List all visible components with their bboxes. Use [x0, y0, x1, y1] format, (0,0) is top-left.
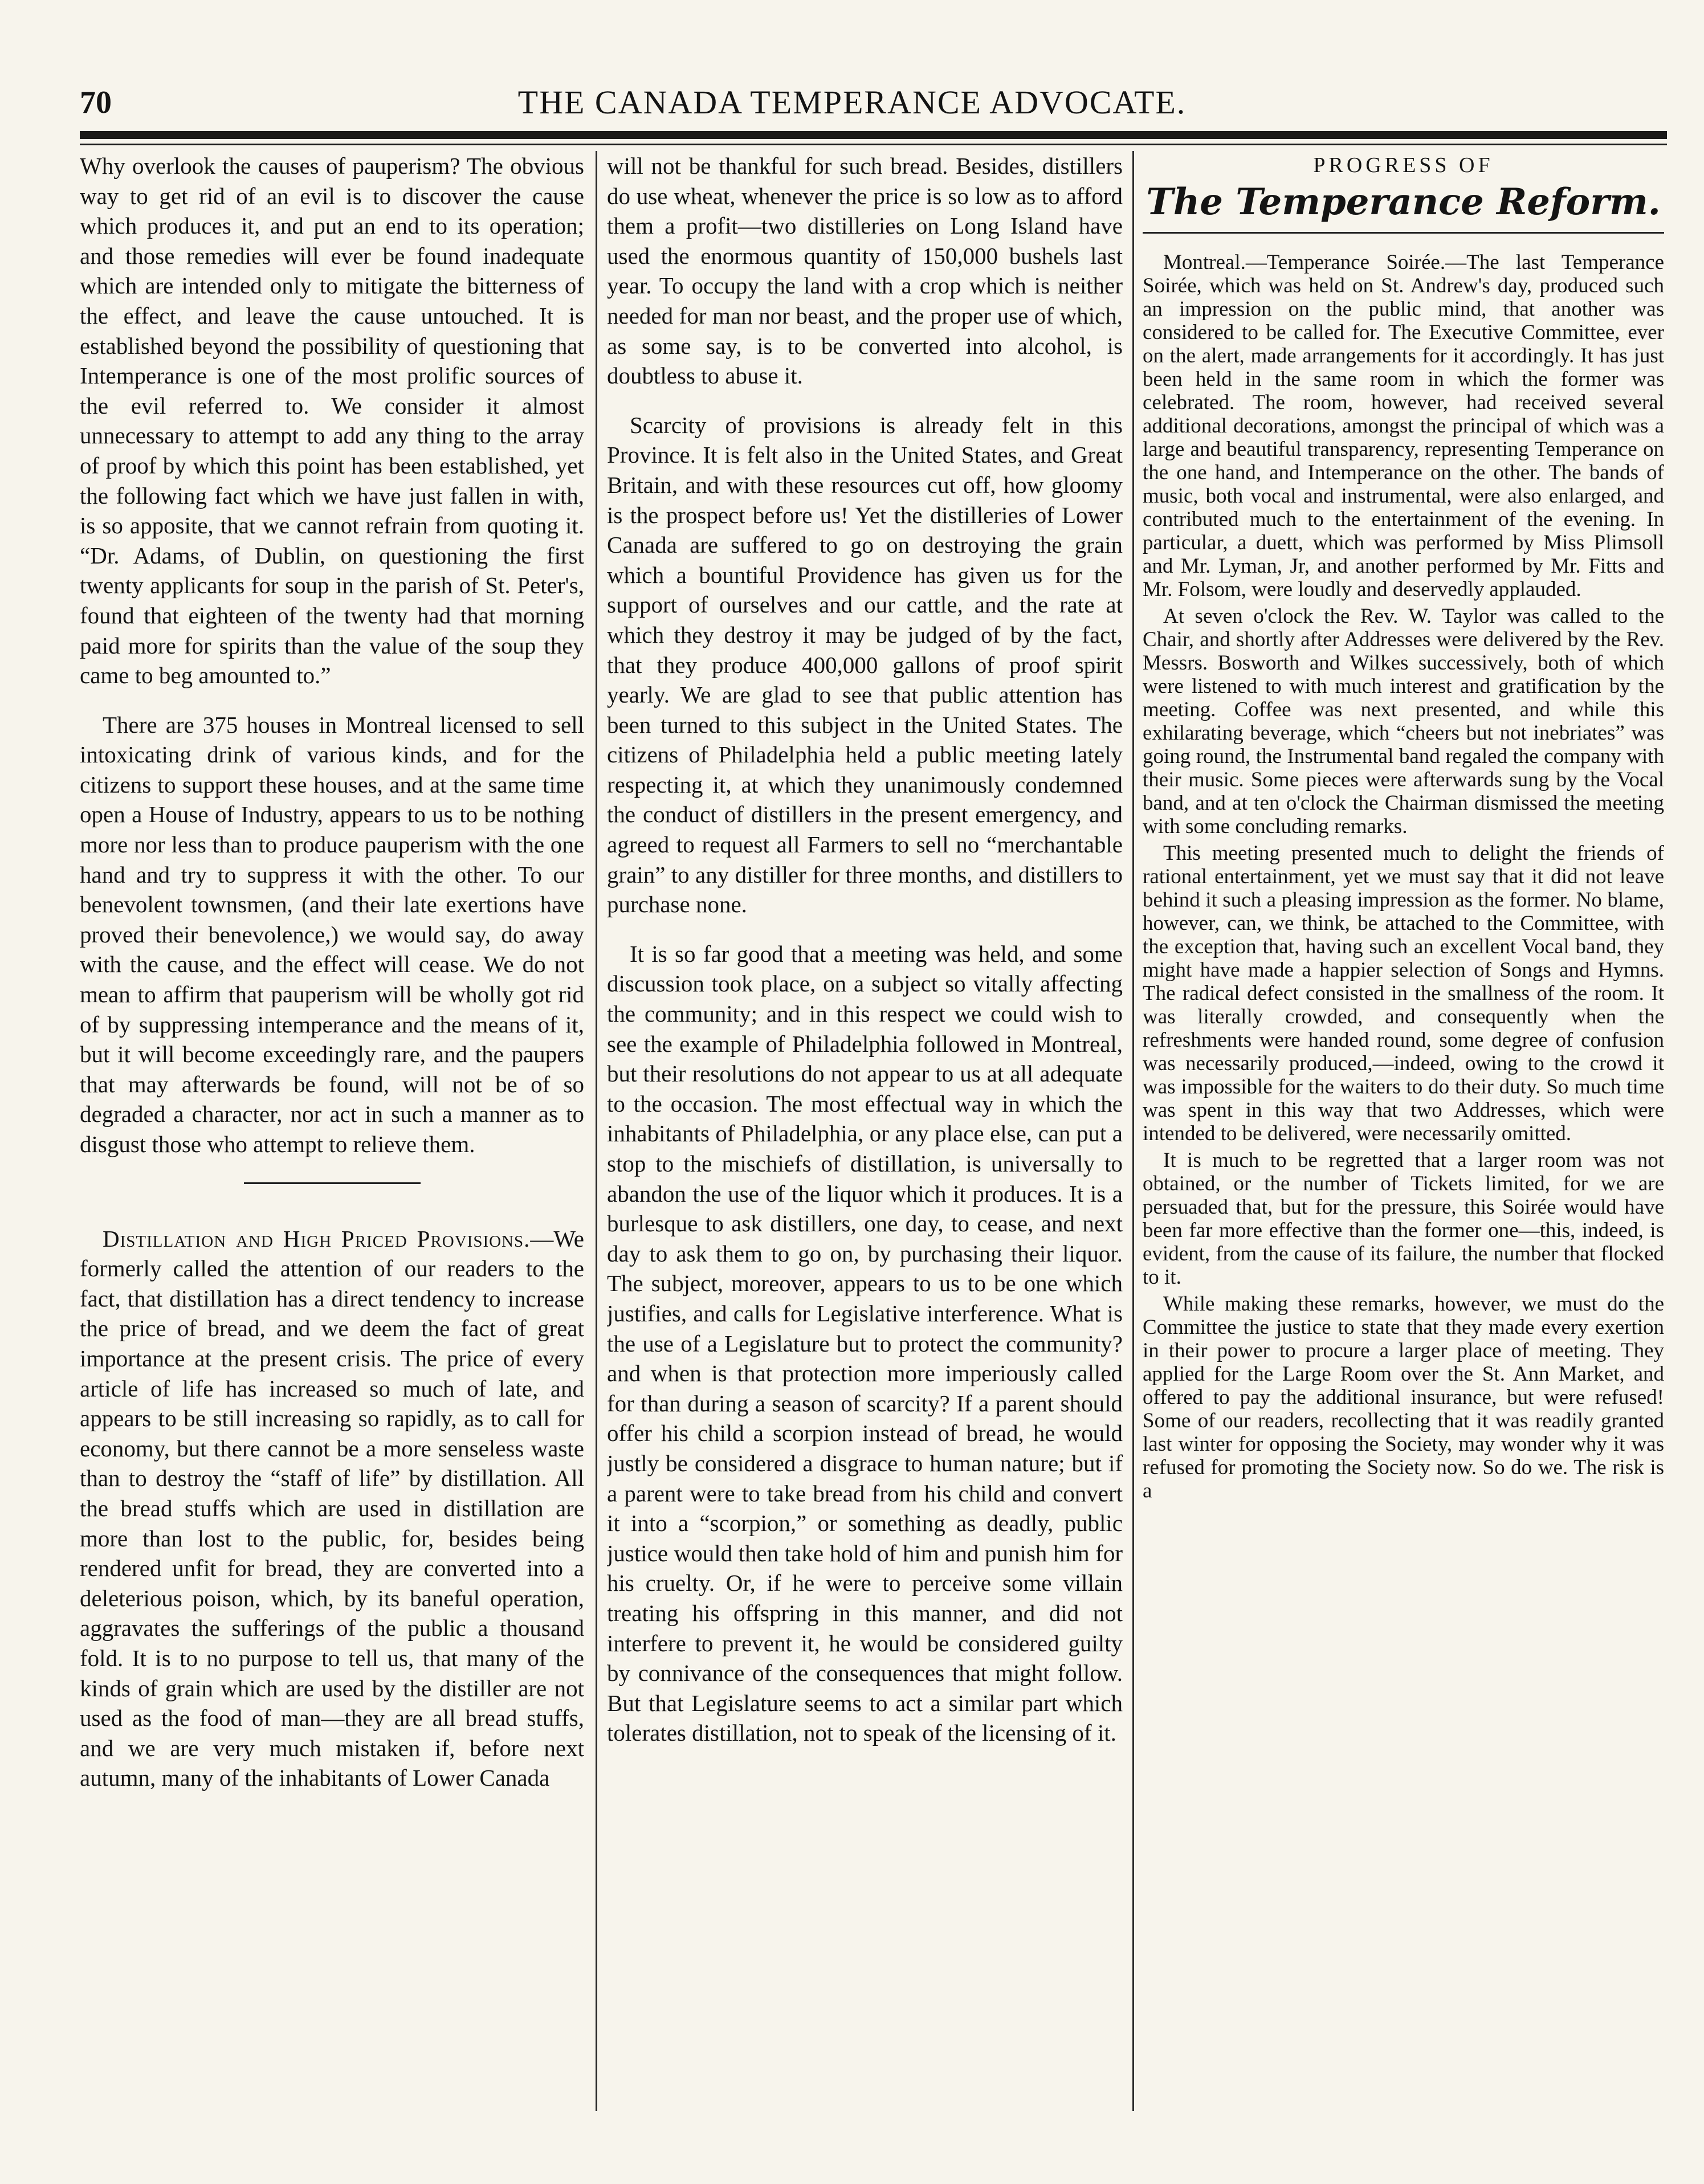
paragraph-rev-taylor: At seven o'clock the Rev. W. Taylor was called to the Chair, and shortly after Addresses were delivered by the Rev. Messrs. Bosworth and Wilkes successively, both of which were listened to with much interest and gratification by the meeting. Coffee was next presented, and while this exhilarating beverage, which “cheers but not inebriates” was going round, the Instrumental band regaled the company with their music. Some pieces were afterwards sung by the Vocal band, and at ten o'clock the Chairman dismissed the meeting with some concluding remarks. [1143, 605, 1664, 838]
masthead-rule-thin [80, 144, 1667, 145]
column-divider-1 [596, 151, 597, 2111]
distillation-heading: Distillation and High Priced Provisions. [103, 1225, 531, 1252]
article-separator-rule [244, 1182, 421, 1184]
column-2 [607, 151, 1123, 2122]
paragraph-montreal-houses: There are 375 houses in Montreal licensed to sell intoxicating drink of various kinds, and for the citizens to support these houses, and at the same time open a House of Industry, appears to us to be nothing more nor less than to produce pauperism with the one hand and try to suppress it with the other. To our benevolent townsmen, (and their late exertions have proved their benevolence,) we would say, do away with the cause, and the effect will cease. We do not mean to affirm that pauperism will be wholly got rid of by suppressing intemperance and the means of it, but it will become exceedingly rare, and the paupers that may afterwards be found, will not be of so degraded a character, nor act in such a manner as to disgust those who attempt to relieve them. [80, 711, 584, 1157]
paragraph-meeting-held: It is so far good that a meeting was held, and some discussion took place, on a subject so vitally affecting the community; and in this respect we could wish to see the example of Philadelphia followed in Montreal, but their resolutions do not appear to us at all adequate to the occasion. The most effectual way in which the inhabitants of Philadelphia, or any place else, can put a stop to the mischiefs of distillation, is universally to abandon the use of the liquor which it produces. It is a burlesque to ask distillers, one day, to cease, and next day to ask them to go on, by purchasing their liquor. The subject, moreover, appears to us to be one which justifies, and calls for Legislative interference. What is the use of a Legislature but to protect the community? and when is that protection more imperiously called for than during a season of scarcity? If a parent should offer his child a scorpion instead of bread, he would justly be considered a disgrace to human nature; but if a parent were to take bread from his child and convert it into a “scorpion,” or something as deadly, public justice would then take hold of him and punish him for his cruelty. Or, if he were to perceive some villain treating his offspring in this manner, and did not interfere to prevent it, he would be considered guilty by connivance of the consequences that might follow. But that Legislature seems to act a similar part which tolerates distillation, not to speak of the licensing of it. [607, 940, 1123, 1746]
paragraph-distillation [80, 1224, 584, 1793]
column-1 [80, 151, 584, 2122]
paragraph-committee-justice: While making these remarks, however, we must do the Committee the justice to state that they made every exertion in their power to procure a larger place of meeting. They applied for the Large Room over the St. Ann Market, and offered to pay the additional insurance, but were refused! Some of our readers, recollecting that it was readily granted last winter for opposing the Society, may wonder why it was refused for promoting the Society now. So do we. The risk is a [1143, 1292, 1664, 1503]
section-kicker: PROGRESS OF [1313, 153, 1494, 177]
paragraph-larger-room: It is much to be regretted that a larger room was not obtained, or the number of Tickets limited, for we are persuaded that, but for the pressure, this Soirée would have been far more effective than the former one—this, indeed, is evident, from the cause of its failure, the number that flocked to it. [1143, 1149, 1664, 1289]
masthead-title: THE CANADA TEMPERANCE ADVOCATE. [517, 84, 1187, 121]
paragraph-thankful-bread: will not be thankful for such bread. Besides, distillers do use wheat, whenever the price is so low as to afford them a profit—two distilleries on Long Island have used the enormous quantity of 150,000 bushels last year. To occupy the land with a crop which is neither needed for man nor beast, and the proper use of which, as some say, is to be converted into alcohol, is doubtless to abuse it. [607, 153, 1123, 389]
column-divider-2 [1132, 151, 1134, 2111]
section-head [1143, 151, 1664, 234]
section-title: The Temperance Reform. [1146, 181, 1661, 223]
paragraph-pauperism-causes: Why overlook the causes of pauperism? The obvious way to get rid of an evil is to discover the cause which produces it, and put an end to its operation; and those remedies will ever be found inadequate which are intended only to mitigate the bitterness of the effect, and leave the cause untouched. It is established beyond the possibility of questioning that Intemperance is one of the most prolific sources of the evil referred to. We consider it almost unnecessary to attempt to add any thing to the array of proof by which this point has been established, yet the following fact which we have just fallen in with, is so apposite, that we cannot refrain from quoting it. “Dr. Adams, of Dublin, on questioning the first twenty applicants for soup in the parish of St. Peter's, found that eighteen of the twenty had that morning paid more for spirits than the value of the soup they came to beg amounted to.” [80, 153, 584, 689]
page-number: 70 [80, 85, 112, 120]
distillation-body: —We formerly called the attention of our readers to the fact, that distillation has a direct tendency to increase the price of bread, and we deem the fact of great importance at the present crisis. The price of every article of life has increased so much of late, and appears to be still increasing so rapidly, as to call for economy, but there cannot be a more senseless waste than to destroy the “staff of life” by distillation. All the bread stuffs which are used in distillation are more than lost to the public, for, besides being rendered unfit for bread, they are converted into a deleterious poison, which, by its baneful operation, aggravates the sufferings of the public a thousand fold. It is to no purpose to tell us, that many of the kinds of grain which are used by the distiller are not used as the food of man—they are all bread stuffs, and we are very much mistaken if, before next autumn, many of the inhabitants of Lower Canada [80, 1225, 584, 1791]
paragraph-scarcity-provisions: Scarcity of provisions is already felt in this Province. It is felt also in the United States, and Great Britain, and with these resources cut off, how gloomy is the prospect before us! Yet the distilleries of Lower Canada are suffered to go on destroying the grain which a bountiful Providence has given us for the support of ourselves and our cattle, and the rate at which they destroy it may be judged of by the fact, that they produce 400,000 gallons of proof spirit yearly. We are glad to see that public attention has been turned to this subject in the United States. The citizens of Philadelphia held a public meeting lately respecting it, at which they unanimously condemned the conduct of distillers in the present emergency, and agreed to request all Farmers to sell no “merchantable grain” to any distiller for three months, and distillers to purchase none. [607, 411, 1123, 918]
masthead-rule-thick [80, 131, 1667, 139]
column-3 [1143, 151, 1664, 2122]
paragraph-montreal-soiree: Montreal.—Temperance Soirée.—The last Temperance Soirée, which was held on St. Andrew's day, produced such an impression on the public mind, that another was considered to be called for. The Executive Committee, ever on the alert, made arrangements for it accordingly. It has just been held in the same room in which the former was celebrated. The room, however, had received several additional decorations, amongst the principal of which was a large and beautiful transparency, representing Temperance on the one hand, and Intemperance on the other. The bands of music, both vocal and instrumental, were also enlarged, and contributed much to the entertainment of the evening. In particular, a duett, which was performed by Miss Plimsoll and Mr. Lyman, Jr, and another performed by Mr. Fitts and Mr. Folsom, were loudly and deservedly applauded. [1143, 251, 1664, 601]
paragraph-meeting-impression: This meeting presented much to delight the friends of rational entertainment, yet we must say that it did not leave behind it such a pleasing impression as the former. No blame, however, can, we think, be attached to the Committee, with the exception that, having such an excellent Vocal band, they might have made a happier selection of Songs and Hymns. The radical defect consisted in the smallness of the room. It was literally crowded, and consequently when the refreshments were handed round, some degree of confusion was necessarily produced,—indeed, owing to the crowd it was impossible for the waiters to do their duty. So much time was spent in this way that two Addresses, which were intended to be delivered, were necessarily omitted. [1143, 842, 1664, 1145]
section-rule [1143, 232, 1664, 234]
